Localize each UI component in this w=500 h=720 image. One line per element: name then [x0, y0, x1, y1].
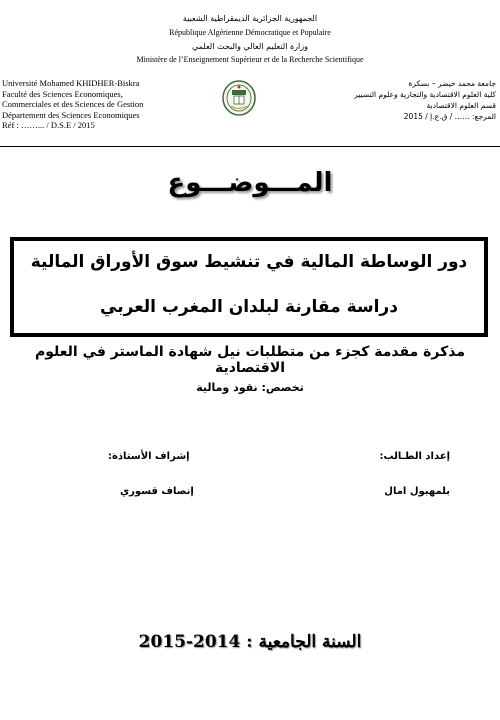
- header-divider: [0, 146, 500, 147]
- memo-statement: مذكرة مقدمة كجزء من متطلبات نيل شهادة الماستر في العلوم الاقتصادية: [35, 344, 465, 376]
- faculty-name-fr-2: Commerciales et des Sciences de Gestion: [2, 99, 144, 109]
- supervisor-name: إنصاف قسوري: [120, 486, 194, 497]
- institution-block-arabic: [336, 78, 496, 122]
- department-name-ar: قسم العلوم الاقتصادية: [426, 101, 496, 110]
- ministry-french: Ministère de l’Enseignement Supérieur et de la Recherche Scientifique: [136, 55, 364, 64]
- prepared-by-label: إعداد الطـالب:: [379, 451, 450, 462]
- university-logo: [221, 80, 257, 116]
- supervisor-label: إشراف الأستاذة:: [108, 451, 190, 462]
- republic-arabic: الجمهورية الجزائرية الديمقراطية الشعبية: [182, 14, 318, 23]
- subject-heading: المـــوضـــوع: [167, 168, 333, 198]
- specialty: تخصص: نقود ومالية: [196, 381, 304, 394]
- thesis-title: دور الوساطة المالية في تنشيط سوق الأوراق المالية: [30, 252, 468, 272]
- reference-ar: المرجع: …… / ق.ع.إ / 2015: [403, 112, 496, 121]
- republic-french: République Algérienne Démocratique et Populaire: [169, 28, 331, 37]
- institution-block-french: [2, 78, 182, 131]
- university-name-ar: جامعة محمد خيضر – بسكرة: [408, 79, 496, 88]
- department-name-fr: Département des Sciences Economiques: [2, 109, 140, 120]
- student-name: بلمهبول امال: [384, 486, 450, 497]
- ministry-arabic: وزارة التعليم العالي والبحث العلمي: [192, 42, 308, 51]
- university-name-fr: Université Mohamed KHIDHER-Biskra: [2, 78, 140, 88]
- thesis-subtitle: دراسة مقارنة لبلدان المغرب العربي: [100, 297, 398, 317]
- reference-fr: Réf : ……... / D.S.E / 2015: [2, 120, 95, 130]
- faculty-name-ar: كلية العلوم الاقتصادية والتجارية وعلوم التسيير: [354, 90, 496, 99]
- faculty-name-fr-1: Faculté des Sciences Economiques,: [2, 88, 123, 99]
- academic-year: السنة الجامعية : 2014-2015: [138, 632, 362, 652]
